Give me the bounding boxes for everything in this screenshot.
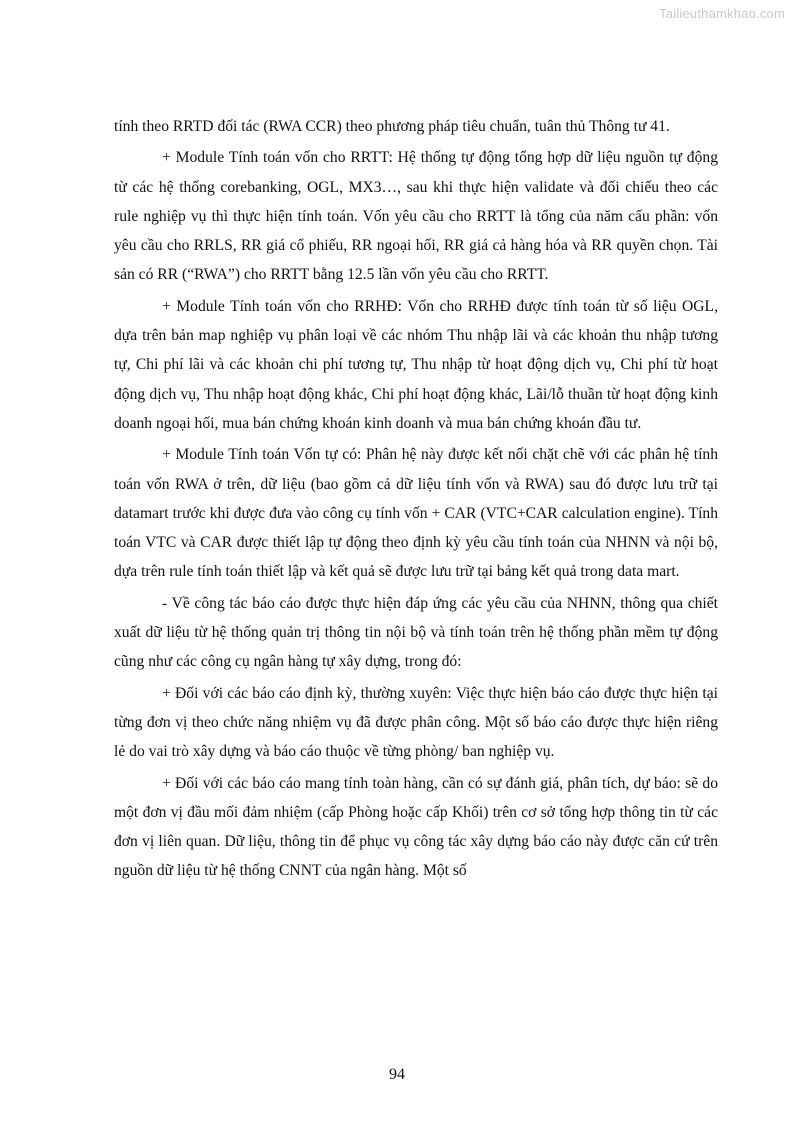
paragraph-periodic-reports: + Đối với các báo cáo định kỳ, thường xuyên: Việc thực hiện báo cáo được thực hiện tại từng đơn vị theo chức năng nhiệm vụ đã được phân công. Một số báo cáo được thực hiện riêng lẻ do vai trò xây dựng và báo cáo thuộc về từng phòng/ ban nghiệp vụ.	[114, 684, 718, 761]
document-body	[114, 112, 718, 888]
page-number: 94	[389, 1066, 405, 1083]
paragraph-module-rrhd: + Module Tính toán vốn cho RRHĐ: Vốn cho RRHĐ được tính toán từ số liệu OGL, dựa trên bản map nghiệp vụ phân loại về các nhóm Thu nhập lãi và các khoản thu nhập tương tự, Chi phí lãi và các khoản chi phí tương tự, Thu nhập từ hoạt động dịch vụ, Chi phí từ hoạt động dịch vụ, Thu nhập hoạt động khác, Chi phí hoạt động khác, Lãi/lỗ thuần từ hoạt động kinh doanh ngoại hối, mua bán chứng khoán kinh doanh và mua bán chứng khoán đầu tư.	[114, 297, 718, 432]
paragraph-module-von-tu-co: + Module Tính toán Vốn tự có: Phân hệ này được kết nối chặt chẽ với các phân hệ tính toán vốn RWA ở trên, dữ liệu (bao gồm cả dữ liệu tính vốn và RWA) sau đó được lưu trữ tại datamart trước khi được đưa vào công cụ tính vốn + CAR (VTC+CAR calculation engine). Tính toán VTC và CAR được thiết lập tự động theo định kỳ yêu cầu tính toán của NHNN và nội bộ, dựa trên rule tính toán thiết lập và kết quả sẽ được lưu trữ tại bảng kết quả trong data mart.	[114, 446, 718, 581]
watermark-text: Tailieuthamkhao.com	[659, 6, 785, 21]
paragraph-module-rrtt: + Module Tính toán vốn cho RRTT: Hệ thống tự động tổng hợp dữ liệu nguồn tự động từ các hệ thống corebanking, OGL, MX3…, sau khi thực hiện validate và đối chiếu theo các rule nghiệp vụ thì thực hiện tính toán. Vốn yêu cầu cho RRTT là tổng của năm cấu phần: vốn yêu cầu cho RRLS, RR giá cổ phiếu, RR ngoại hối, RR giá cả hàng hóa và RR quyền chọn. Tài sản có RR (“RWA”) cho RRTT bằng 12.5 lần vốn yêu cầu cho RRTT.	[114, 149, 718, 284]
paragraph-reporting: - Về công tác báo cáo được thực hiện đáp ứng các yêu cầu của NHNN, thông qua chiết xuất dữ liệu từ hệ thống quản trị thông tin nội bộ và tính toán trên hệ thống phần mềm tự động cũng như các công cụ ngân hàng tự xây dựng, trong đó:	[114, 594, 718, 671]
paragraph-continuation: tính theo RRTD đối tác (RWA CCR) theo phương pháp tiêu chuẩn, tuân thủ Thông tư 41.	[114, 118, 670, 135]
paragraph-bank-wide-reports: + Đối với các báo cáo mang tính toàn hàng, cần có sự đánh giá, phân tích, dự báo: sẽ do một đơn vị đầu mối đảm nhiệm (cấp Phòng hoặc cấp Khối) trên cơ sở tổng hợp thông tin từ các đơn vị liên quan. Dữ liệu, thông tin để phục vụ công tác xây dựng báo cáo này được căn cứ trên nguồn dữ liệu từ hệ thống CNNT của ngân hàng. Một số	[114, 774, 718, 880]
